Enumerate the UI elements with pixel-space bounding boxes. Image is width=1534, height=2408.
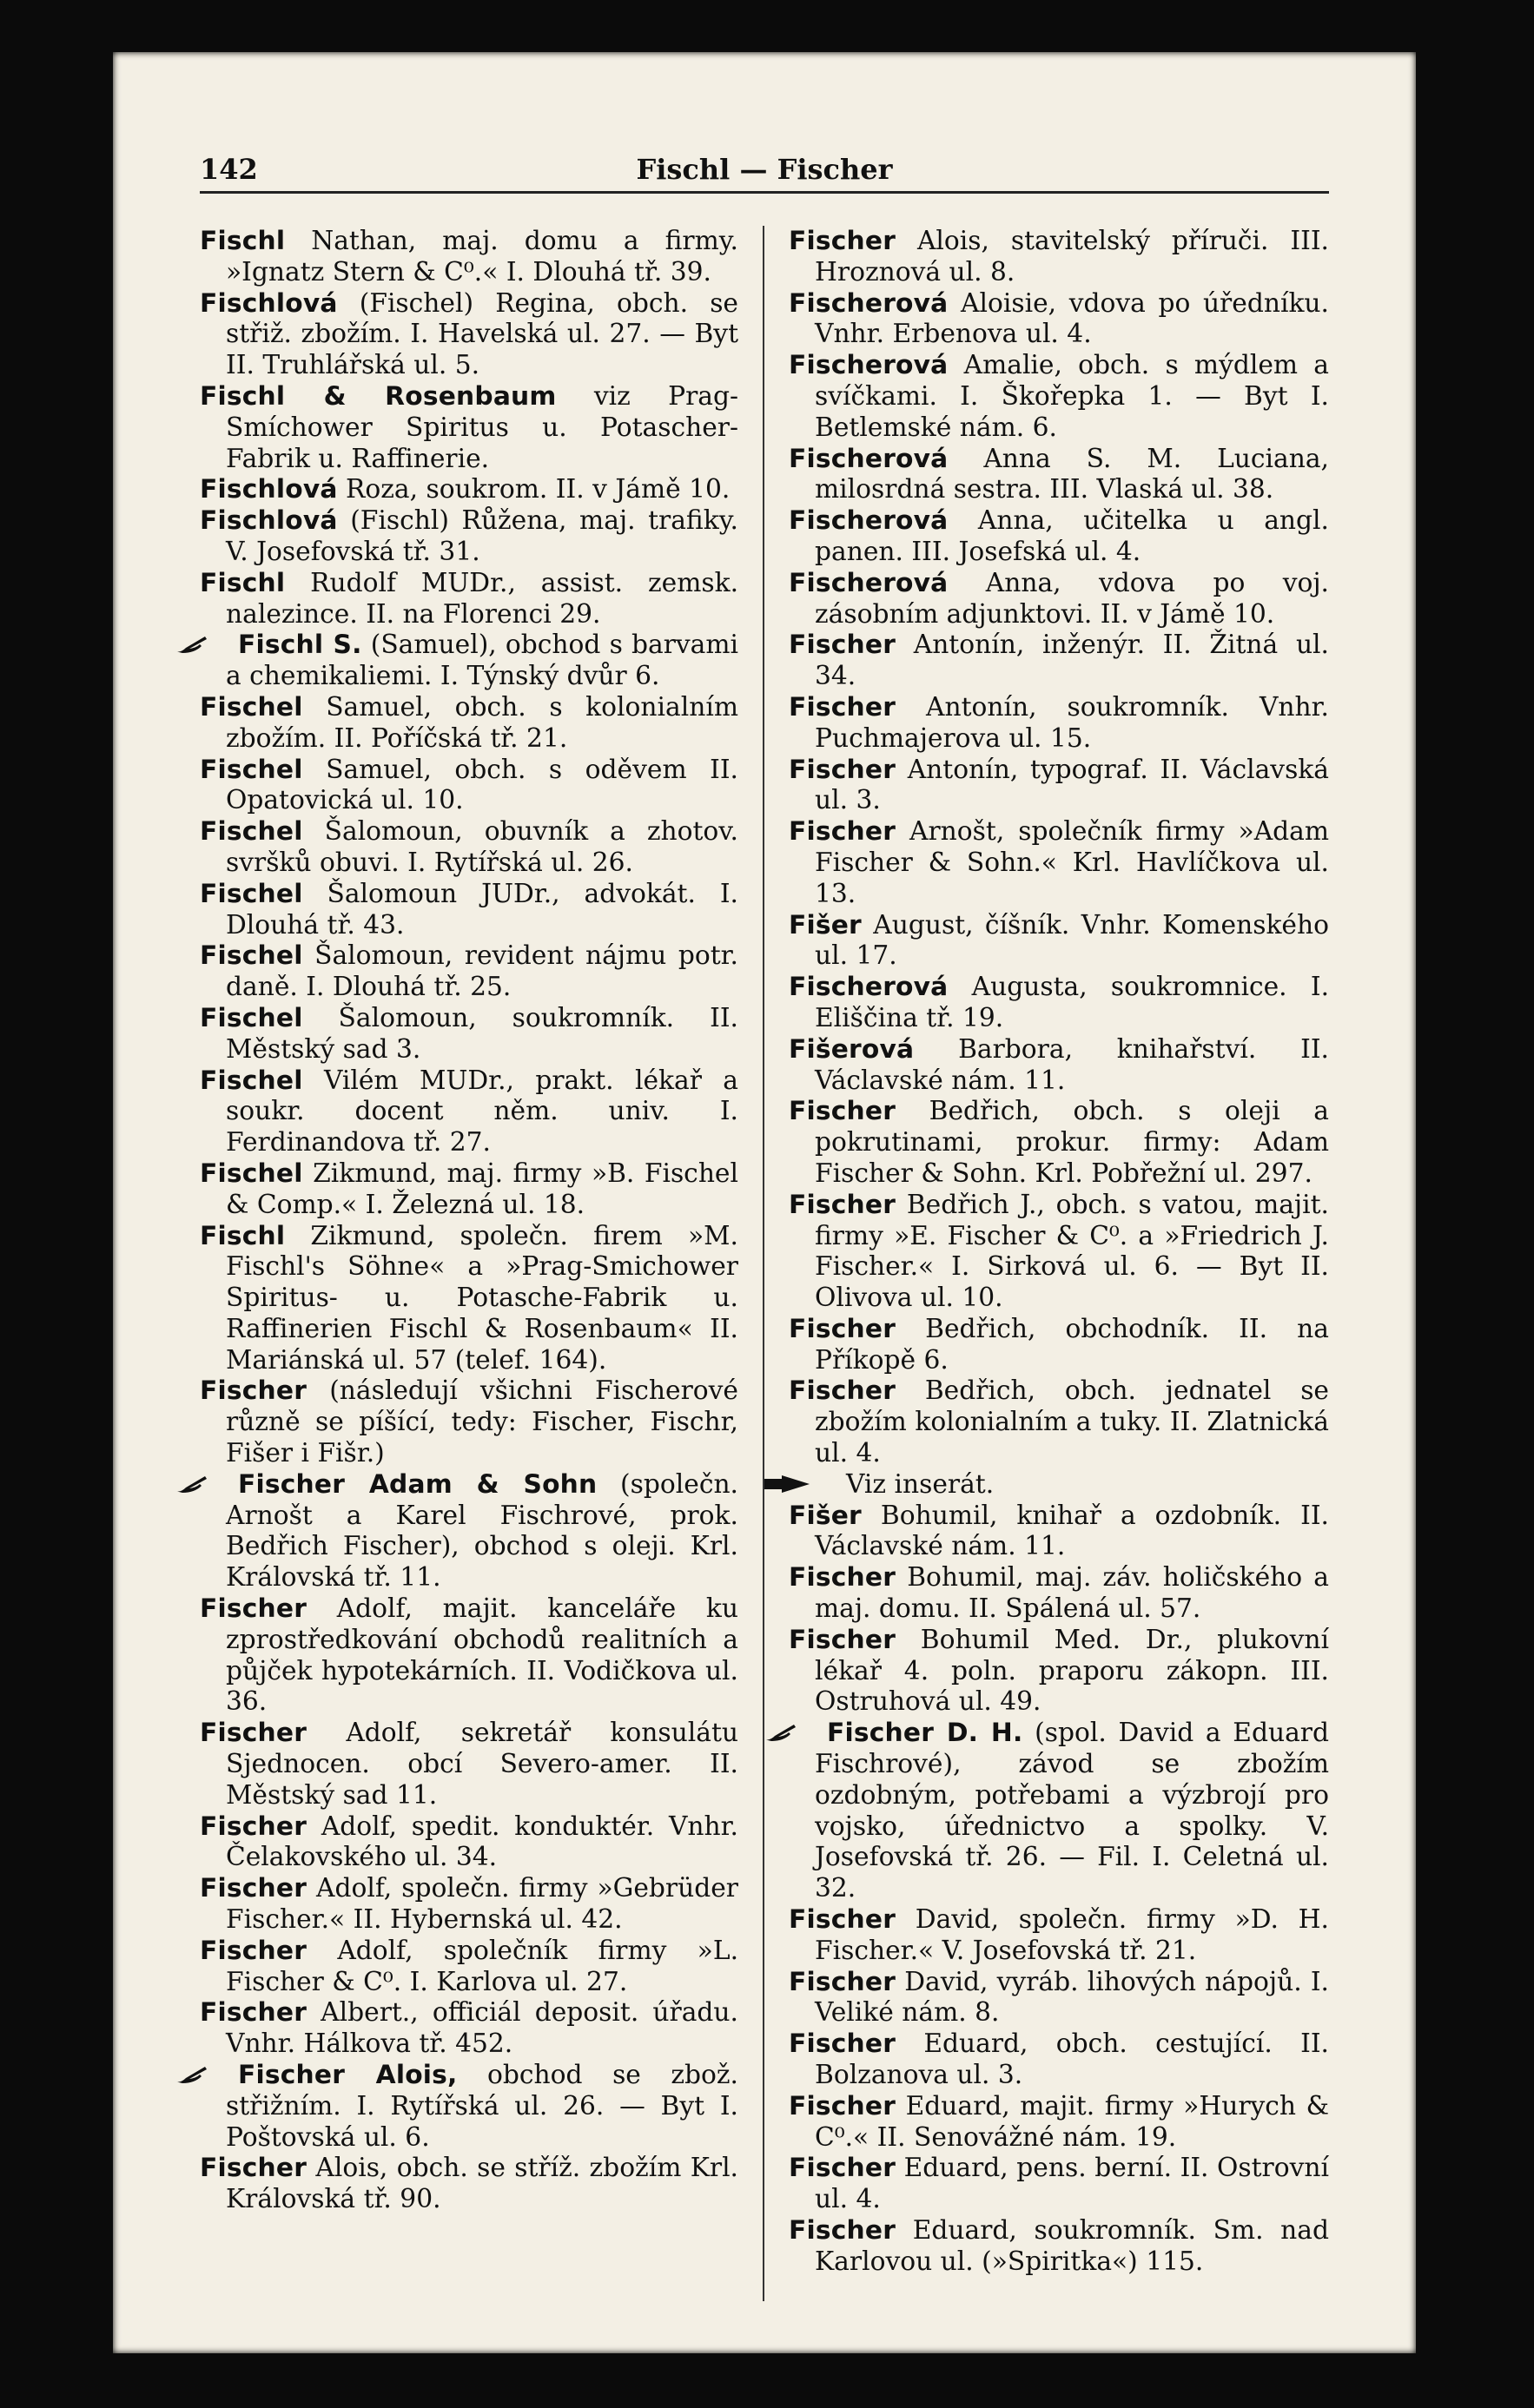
entry-details: Bohumil Med. Dr., plukovní lékař 4. poln. praporu zákopn. III. Ostruhová ul. 49. [815,1624,1329,1718]
entry-details: (společn. Arnošt a Karel Fischrové, prok. Bedřich Fischer), obchod s oleji. Krl. Královská tř. 11. [226,1468,738,1593]
entry-name: Fischer [789,1096,896,1127]
entry-details: Adolf, sekretář konsulátu Sjednocen. obcí Severo-amer. II. Městský sad 11. [226,1718,738,1811]
directory-entry [789,1625,1329,1718]
directory-entry [200,568,738,630]
entry-name: Fischer [200,1873,307,1904]
entry-name: Fišer [789,1500,862,1531]
entry-details: Anna S. M. Luciana, milosrdná sestra. III. Vlaská ul. 38. [815,443,1329,505]
entry-details: Rudolf MUDr., assist. zemsk. nalezince. II. na Florenci 29. [226,567,738,630]
entry-details: Adolf, majit. kanceláře ku zprostředkování obchodů realitních a půjček hypotekárních. II. Vodičkova ul. 36. [226,1593,738,1718]
entry-details: Eduard, soukromník. Sm. nad Karlovou ul. (»Spiritka«) 115. [815,2215,1329,2277]
right-column [764,226,1329,2301]
entry-name: Fischer [200,1935,307,1966]
entry-name: Fischel [200,816,303,848]
entry-name: Fischel [200,691,303,722]
entry-details: Alois, obch. se stříž. zbožím Krl. Královská tř. 90. [226,2153,738,2215]
entry-details: Eduard, majit. firmy »Hurych & C⁰.« II. Senovážné nám. 19. [815,2090,1329,2153]
entry-name: Fischlová [200,474,338,505]
entry-name: Fischer [200,2153,307,2184]
directory-entry [200,226,738,288]
entry-details: Aloisie, vdova po úředníku. Vnhr. Erbenova ul. 4. [815,287,1329,350]
entry-details: Zikmund, společn. firem »M. Fischl's Söhne« a »Prag-Smichower Spiritus- u. Potasche-Fabrik u. Raffinerien Fischl & Rosenbaum« II. Mariánská ul. 57 (telef. 164). [226,1220,738,1376]
directory-entry [789,630,1329,692]
directory-entry [200,1997,738,2060]
entry-name: Fischer [789,1189,896,1220]
entry-name: Fischerová [789,505,949,537]
directory-entry [200,1221,738,1376]
entry-details: Šalomoun, soukromník. II. Městský sad 3. [226,1002,738,1065]
entry-details: Eduard, pens. berní. II. Ostrovní ul. 4. [815,2153,1329,2215]
directory-entry [200,879,738,941]
entry-details: (Fischl) Růžena, maj. trafiky. V. Josefovská tř. 31. [226,505,738,567]
entry-details: Albert., officiál deposit. úřadu. Vnhr. Hálkova tř. 452. [226,1997,738,2060]
entry-details: obchod se zbož. střižním. I. Rytířská ul. 26. — Byt I. Poštovská ul. 6. [226,2060,738,2153]
directory-entry [200,1376,738,1468]
entry-name: Fischer [200,1718,307,1749]
entry-details: Adolf, společn. firmy »Gebrüder Fischer.« II. Hybernská ul. 42. [226,1873,738,1936]
entry-name: Fišer [789,909,862,940]
entry-name: Fischer Adam & Sohn [238,1468,598,1500]
entry-name: Fischl [200,226,286,256]
entry-name: Fischer [789,1376,896,1407]
directory-entry [789,1034,1329,1097]
directory-entry [789,1376,1329,1468]
directory-entry [789,910,1329,973]
entry-name: Fischel [200,878,303,909]
directory-entry [789,288,1329,351]
directory-entry [200,288,738,381]
entry-details: Antonín, inženýr. II. Žitná ul. 34. [815,630,1329,692]
pointing-hand-icon [789,1719,823,1740]
entry-name: Fischl [200,567,286,598]
entry-name: Fischer [789,2029,896,2060]
entry-name: Fischer [200,1811,307,1842]
entry-details: Šalomoun, revident nájmu potr. daně. I. Dlouhá tř. 25. [226,940,738,1003]
page-header [200,139,1329,194]
directory-entry [789,444,1329,506]
entry-name: Fischerová [789,443,949,474]
entry-details: viz Prag-Smíchower Spiritus u. Potascher-Fabrik u. Raffinerie. [226,380,738,474]
entry-details: Šalomoun JUDr., advokát. I. Dlouhá tř. 43. [226,878,738,940]
directory-entry [200,755,738,817]
directory-entry [789,2091,1329,2154]
entry-name: Fischl & Rosenbaum [200,380,557,412]
entry-details: Augusta, soukromnice. I. Eliščina tř. 19. [815,972,1329,1033]
entry-details: Roza, soukrom. II. v Jámě 10. [337,474,731,505]
entry-details: (spol. David a Eduard Fischrové), závod se zbožím ozdobným, potřebami a výzbrojí pro vojsko, úřednictvo a spolky. V. Josefovská tř. 26. — Fil. I. Celetná ul. 32. [815,1718,1329,1904]
entry-name: Fischer [789,1904,896,1936]
entry-details: David, vyráb. lihových nápojů. I. Veliké nám. 8. [815,1966,1329,2029]
entry-details: Samuel, obch. s kolonialním zbožím. II. Poříčská tř. 21. [226,691,738,754]
entry-name: Fischer [789,1966,896,1997]
directory-entry [200,1718,738,1811]
directory-entry [789,505,1329,568]
entry-name: Fischerová [789,287,949,319]
directory-entry [200,1936,738,1998]
entry-name: Fischel [200,1002,303,1033]
directory-entry [789,972,1329,1034]
directory-entry [200,1469,738,1593]
directory-entry [200,1811,738,1874]
entry-name: Fischer [789,1562,896,1593]
directory-entry [789,1501,1329,1563]
entry-details: Zikmund, maj. firmy »B. Fischel & Comp.« I. Železná ul. 18. [226,1158,738,1220]
entry-details: Bedřich J., obch. s vatou, majit. firmy »E. Fischer & C⁰. a »Friedrich J. Fischer.« I. Sirková ul. 6. — Byt II. Olivova ul. 10. [815,1189,1329,1314]
pointing-hand-icon [200,1471,235,1492]
entry-name: Fischer [200,1997,307,2029]
directory-entry [200,692,738,755]
entry-name: Fischer [789,630,896,661]
directory-entry [789,1562,1329,1625]
entry-details: Bohumil, maj. záv. holičského a maj. domu. II. Spálená ul. 57. [815,1562,1329,1625]
entry-name: Fischer [789,2215,896,2246]
entry-details: Bedřich, obch. jednatel se zbožím kolonialním a tuky. II. Zlatnická ul. 4. [815,1376,1329,1469]
entry-details: Barbora, knihařství. II. Václavské nám. 11. [815,1033,1329,1096]
entry-name: Fischel [200,1158,303,1189]
directory-entry [789,2215,1329,2278]
directory-entry [789,1096,1329,1189]
entry-name: Fischer [789,2090,896,2121]
directory-entry [789,350,1329,443]
entry-name: Fischlová [200,505,338,537]
directory-entry [789,755,1329,817]
entry-details: August, číšník. Vnhr. Komenského ul. 17. [815,909,1329,972]
directory-entry [200,1873,738,1936]
entry-details: Vilém MUDr., prakt. lékař a soukr. docent něm. univ. I. Ferdinandova tř. 27. [226,1065,738,1158]
entry-details: (Samuel), obchod s barvami a chemikaliemi. I. Týnský dvůr 6. [226,630,738,692]
directory-entry [200,816,738,879]
directory-entry [789,2153,1329,2215]
pointing-finger-icon [789,1471,837,1492]
entry-details: Arnošt, společník firmy »Adam Fischer & Sohn.« Krl. Havlíčkova ul. 13. [815,816,1329,909]
entry-name: Fischerová [789,567,949,598]
directory-entry [200,940,738,1003]
directory-entry [789,1190,1329,1314]
entry-details: Samuel, obch. s oděvem II. Opatovická ul. 10. [226,754,738,816]
directory-entry [200,1593,738,1718]
entry-columns [200,226,1329,2301]
entry-name: Fischer Alois, [238,2060,458,2091]
entry-details: Bohumil, knihař a ozdobník. II. Václavské nám. 11. [815,1500,1329,1562]
directory-entry [789,226,1329,288]
directory-entry [200,1003,738,1065]
directory-entry [789,816,1329,909]
directory-page [113,52,1416,2353]
entry-details: (Fischel) Regina, obch. se střiž. zbožím. I. Havelská ul. 27. — Byt II. Truhlářská ul. 5. [226,287,738,381]
entry-name: Fischel [200,1065,303,1096]
directory-entry [200,474,738,505]
entry-name: Fischer [789,691,896,722]
directory-entry [200,2060,738,2153]
entry-name: Fischlová [200,287,338,319]
directory-entry [789,1967,1329,2029]
entry-details: Bedřich, obchodník. II. na Příkopě 6. [815,1313,1329,1376]
entry-name: Fischer [789,1313,896,1344]
entry-name: Fischerová [789,972,949,1003]
directory-entry [789,1469,1329,1501]
directory-entry [200,2153,738,2215]
directory-entry [789,1314,1329,1376]
directory-entry [200,630,738,692]
entry-name: Fischer [789,226,896,256]
entry-name: Fischel [200,754,303,785]
entry-details: Amalie, obch. s mýdlem a svíčkami. I. Škořepka 1. — Byt I. Betlemské nám. 6. [815,350,1329,443]
entry-name: Fischl S. [238,630,362,661]
left-column [200,226,764,2301]
entry-name: Fischer [789,754,896,785]
entry-details: Nathan, maj. domu a firmy. »Ignatz Stern & C⁰.« I. Dlouhá tř. 39. [226,226,738,287]
directory-entry [789,1904,1329,1967]
entry-details: (následují všichni Fischerové různě se píšící, tedy: Fischer, Fischr, Fišer i Fišr.) [226,1376,738,1469]
entry-name: Fischer [789,1624,896,1655]
entry-details: Alois, stavitelský příruči. III. Hroznová ul. 8. [815,226,1329,287]
entry-details: Eduard, obch. cestující. II. Bolzanova ul. 3. [815,2029,1329,2091]
directory-entry [200,381,738,474]
entry-name: Fischel [200,940,303,972]
entry-name: Fischl [200,1220,286,1251]
directory-entry [789,692,1329,755]
entry-details: Anna, vdova po voj. zásobním adjunktovi. II. v Jámě 10. [815,567,1329,630]
directory-entry [789,568,1329,630]
entry-name: Fischer [789,2153,896,2184]
directory-entry [200,505,738,568]
entry-details: Antonín, soukromník. Vnhr. Puchmajerova ul. 15. [815,691,1329,754]
entry-details: David, společn. firmy »D. H. Fischer.« V. Josefovská tř. 21. [815,1904,1329,1966]
page-number: 142 [200,153,258,186]
entry-details: Viz inserát. [846,1468,995,1500]
directory-entry [789,1718,1329,1904]
entry-details: Anna, učitelka u angl. panen. III. Josefská ul. 4. [815,505,1329,567]
directory-entry [200,1065,738,1158]
entry-name: Fischer [200,1376,307,1407]
directory-entry [200,1158,738,1221]
entry-name: Fischerová [789,350,949,381]
entry-name: Fischer [200,1593,307,1625]
pointing-hand-icon [200,2062,235,2082]
entry-details: Šalomoun, obuvník a zhotov. svršků obuvi. I. Rytířská ul. 26. [226,816,738,878]
entry-details: Bedřich, obch. s oleji a pokrutinami, prokur. firmy: Adam Fischer & Sohn. Krl. Pobřežní ul. 297. [815,1096,1329,1189]
directory-entry [789,2029,1329,2091]
entry-details: Adolf, společník firmy »L. Fischer & C⁰. I. Karlova ul. 27. [226,1935,738,1997]
entry-name: Fischer D. H. [827,1718,1023,1749]
pointing-hand-icon [200,631,235,652]
entry-name: Fischer [789,816,896,848]
entry-name: Fišerová [789,1033,915,1065]
entry-details: Adolf, spedit. konduktér. Vnhr. Čelakovského ul. 34. [226,1811,738,1873]
entry-details: Antonín, typograf. II. Václavská ul. 3. [815,754,1329,816]
running-head: Fischl — Fischer [636,153,893,186]
